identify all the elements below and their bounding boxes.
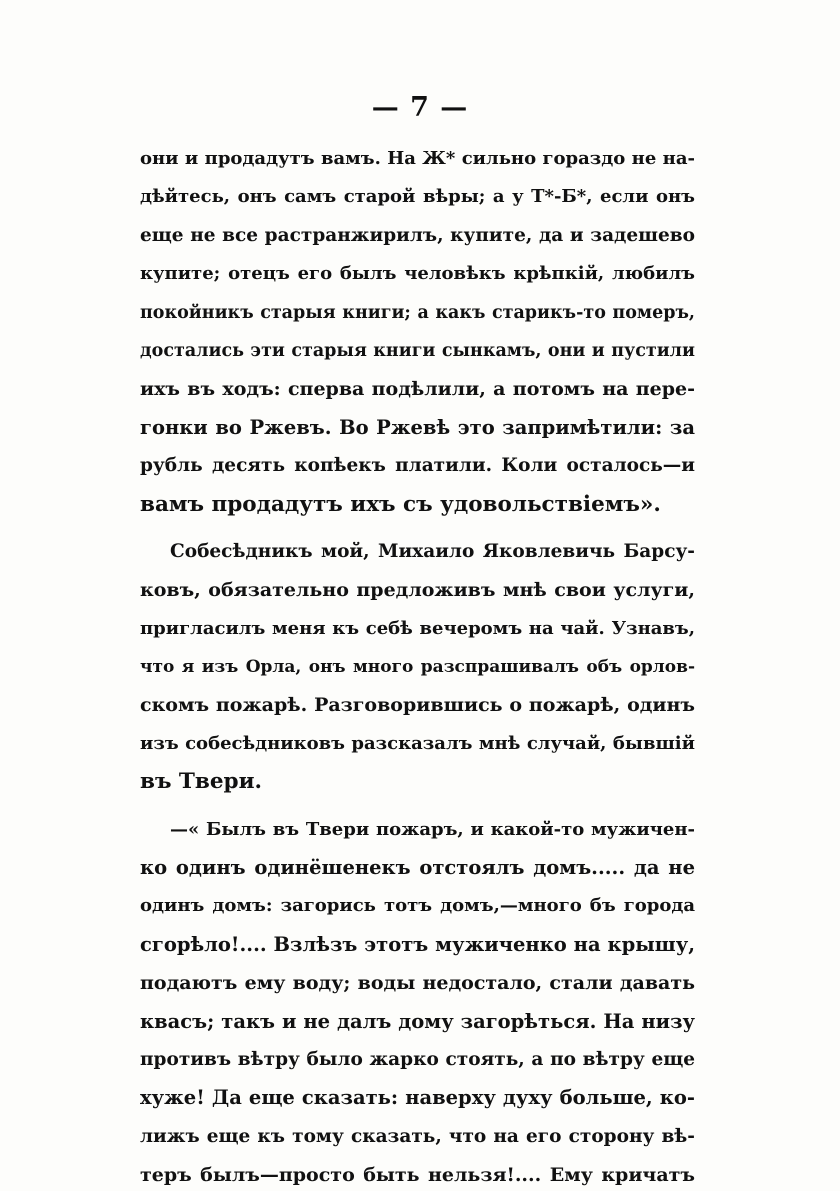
page-text — [140, 140, 695, 1195]
text-line: достались эти старыя книги сынкамъ, они и пустили — [140, 340, 695, 361]
text-line: вамъ продадутъ ихъ съ удовольствіемъ». — [140, 491, 661, 517]
text-line: лижъ еще къ тому сказать, что на его сторону вѣ- — [140, 1125, 695, 1147]
text-line: гонки во Ржевъ. Во Ржевѣ это запримѣтили: за — [140, 415, 695, 439]
text-line: они и продадутъ вамъ. На Ж* сильно гораздо не на- — [140, 148, 695, 169]
text-line: хуже! Да еще сказать: наверху духу больше, ко- — [140, 1086, 695, 1110]
text-line: одинъ домъ: загорись тотъ домъ,—много бъ города — [140, 895, 695, 917]
text-line: скомъ пожарѣ. Разговорившись о пожарѣ, одинъ — [140, 694, 695, 717]
text-line: теръ былъ—просто быть нельзя!.... Ему кричатъ — [140, 1164, 695, 1187]
paragraph-gap — [140, 524, 695, 533]
text-line: еще не все растранжирилъ, купите, да и задешево — [140, 224, 695, 246]
text-line: покойникъ старыя книги; а какъ старикъ-то померъ, — [140, 302, 695, 323]
text-line: Собесѣдникъ мой, Михаило Яковлевичь Барсу- — [170, 540, 695, 562]
text-line: пригласилъ меня къ себѣ вечеромъ на чай. Узнавъ, — [140, 617, 695, 639]
text-line: изъ собесѣдниковъ разсказалъ мнѣ случай, бывшій — [140, 732, 695, 754]
text-line: купите; отецъ его былъ человѣкъ крѣпкій, любилъ — [140, 263, 695, 285]
text-line: что я изъ Орла, онъ много разспрашивалъ объ орлов- — [140, 657, 695, 678]
text-line: рубль десять копѣекъ платили. Коли осталось—и — [140, 455, 695, 477]
text-line: сгорѣло!.... Взлѣзъ этотъ мужиченко на крышу, — [140, 932, 695, 956]
text-line: ко одинъ одинёшенекъ отстоялъ домъ..... да не — [140, 856, 695, 880]
text-line: ихъ въ ходъ: сперва подѣлили, а потомъ на пере- — [140, 378, 695, 401]
page-number: — 7 — — [371, 92, 469, 123]
text-line: —« Былъ въ Твери пожаръ, и какой-то мужичен- — [170, 818, 695, 840]
paragraph-gap — [140, 802, 695, 811]
text-line: подаютъ ему воду; воды недостало, стали давать — [140, 972, 695, 995]
text-line: квасъ; такъ и не далъ дому загорѣться. На низу — [140, 1009, 695, 1033]
text-line: противъ вѣтру было жарко стоять, а по вѣтру еще — [140, 1048, 695, 1070]
text-line: дѣйтесь, онъ самъ старой вѣры; а у Т*-Б*, если онъ — [140, 186, 695, 208]
text-line: ковъ, обязательно предложивъ мнѣ свои услуги, — [140, 579, 695, 602]
text-line: въ Твери. — [140, 769, 262, 795]
